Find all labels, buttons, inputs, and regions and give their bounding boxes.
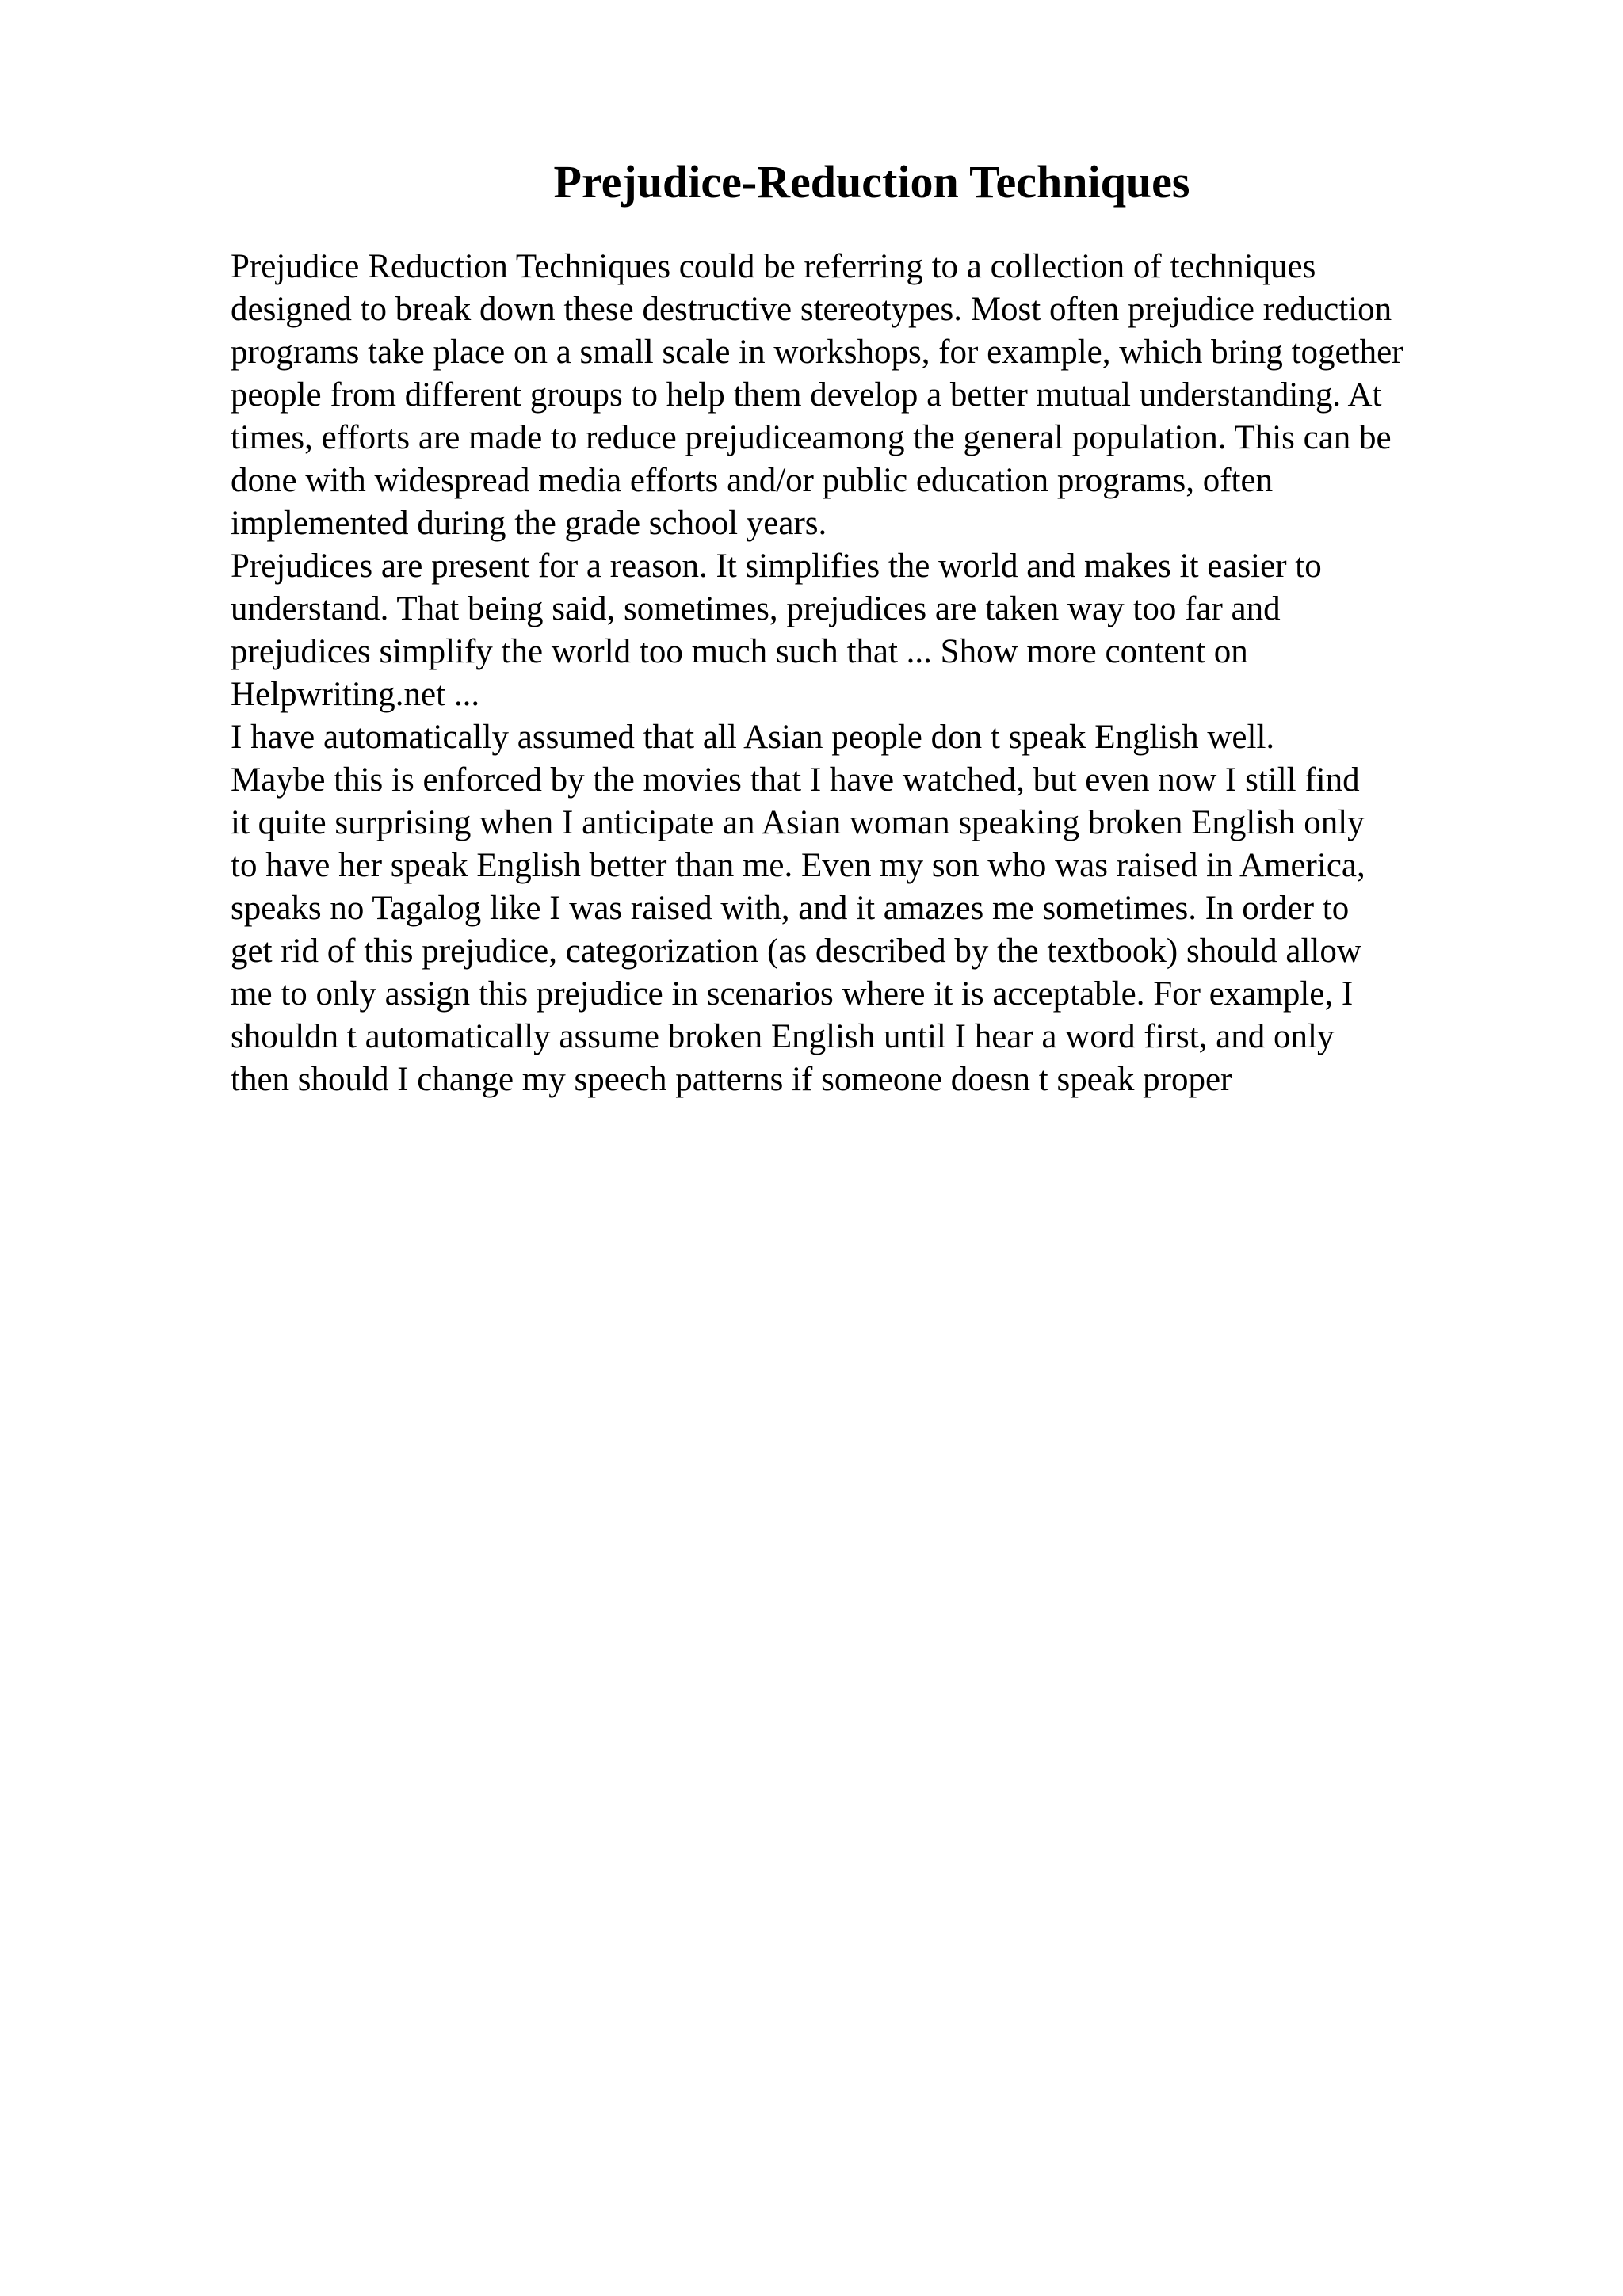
document-body — [231, 246, 1623, 1101]
body-line: me to only assign this prejudice in scenarios where it is acceptable. For example, I — [231, 975, 1354, 1013]
body-line: speaks no Tagalog like I was raised with, and it amazes me sometimes. In order to — [231, 890, 1350, 927]
body-line: Helpwriting.net ... — [231, 676, 480, 713]
body-line: shouldn t automatically assume broken English until I hear a word first, and only — [231, 1018, 1335, 1055]
body-line: designed to break down these destructive stereotypes. Most often prejudice reduction — [231, 291, 1392, 328]
body-line: to have her speak English better than me. Even my son who was raised in America, — [231, 847, 1365, 884]
body-line: implemented during the grade school years. — [231, 505, 827, 542]
body-line: Prejudices are present for a reason. It simplifies the world and makes it easier to — [231, 547, 1322, 585]
body-line: programs take place on a small scale in workshops, for example, which bring together — [231, 334, 1403, 371]
body-line: people from different groups to help them develop a better mutual understanding. At — [231, 376, 1382, 414]
body-line: Prejudice Reduction Techniques could be referring to a collection of techniques — [231, 248, 1316, 285]
body-line: times, efforts are made to reduce prejudiceamong the general population. This can be — [231, 419, 1392, 456]
body-line: done with widespread media efforts and/or public education programs, often — [231, 462, 1274, 499]
body-line: then should I change my speech patterns if someone doesn t speak proper — [231, 1061, 1232, 1098]
body-line: get rid of this prejudice, categorization (as described by the textbook) should allow — [231, 933, 1361, 970]
body-line: understand. That being said, sometimes, prejudices are taken way too far and — [231, 590, 1281, 627]
body-line: prejudices simplify the world too much such that ... Show more content on — [231, 633, 1248, 670]
body-line: Maybe this is enforced by the movies that I have watched, but even now I still find — [231, 761, 1360, 799]
body-line: it quite surprising when I anticipate an Asian woman speaking broken English only — [231, 804, 1365, 841]
body-line: I have automatically assumed that all Asian people don t speak English well. — [231, 719, 1275, 756]
document-title: Prejudice-Reduction Techniques — [553, 156, 1190, 208]
